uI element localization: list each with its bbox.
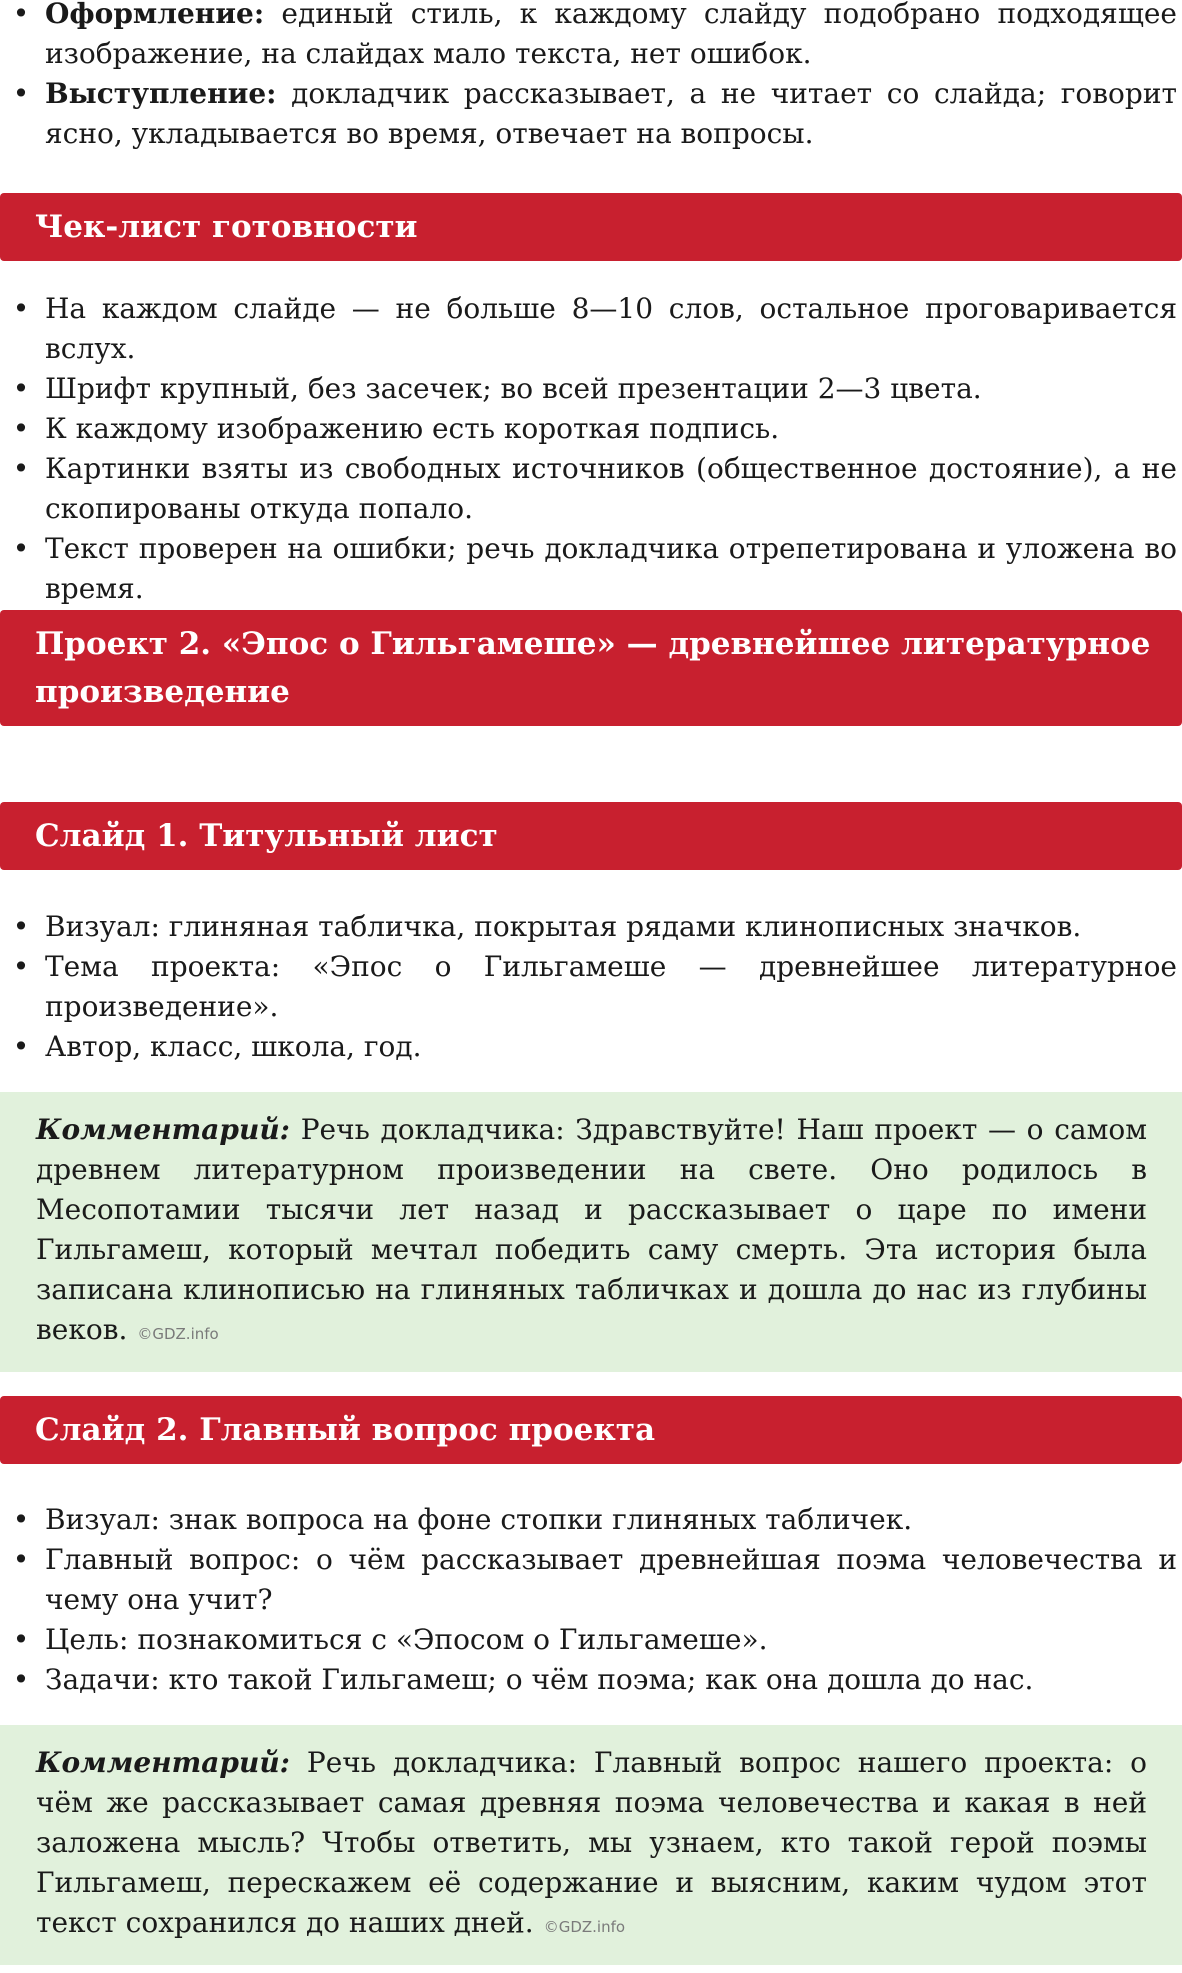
slide-1-list-block [0, 907, 1177, 1067]
slide-2-heading: Слайд 2. Главный вопрос проекта [0, 1396, 1182, 1464]
list-item [12, 289, 1177, 369]
bullet-icon: • [12, 412, 30, 445]
slide-2-list-block [0, 1500, 1177, 1700]
list-item-text: К каждому изображению есть короткая подпись. [45, 412, 780, 445]
watermark-logo: ©GDZ.info [137, 1325, 219, 1343]
list-item [12, 74, 1177, 154]
bullet-icon: • [12, 452, 30, 485]
section-heading-checklist: Чек-лист готовности [0, 193, 1182, 261]
checklist-block [0, 289, 1177, 609]
list-item-text: Задачи: кто такой Гильгамеш; о чём поэма; как она дошла до нас. [45, 1663, 1034, 1696]
slide-2-comment [0, 1725, 1182, 1965]
list-item [12, 1540, 1177, 1620]
bullet-icon: • [12, 1543, 30, 1576]
list-item [12, 0, 1177, 74]
bullet-icon: • [12, 77, 30, 110]
list-item [12, 1660, 1177, 1700]
list-item-text: Текст проверен на ошибки; речь докладчика отрепетирована и уложена во время. [45, 532, 1177, 605]
list-item-term: Выступление: [45, 77, 277, 110]
bullet-icon: • [12, 1030, 30, 1063]
comment-label: Комментарий: [36, 1746, 291, 1779]
list-item [12, 449, 1177, 529]
list-item-text: Тема проекта: «Эпос о Гильгамеше — древнейшее литературное произведение». [45, 950, 1177, 1023]
list-item-text: Главный вопрос: о чём рассказывает древнейшая поэма человечества и чему она учит? [45, 1543, 1177, 1616]
intro-list-block [0, 0, 1177, 154]
list-item [12, 529, 1177, 609]
list-item-text: Визуал: знак вопроса на фоне стопки глиняных табличек. [45, 1503, 913, 1536]
list-item-text: Картинки взяты из свободных источников (общественное достояние), а не скопированы откуда попало. [45, 452, 1177, 525]
intro-list [0, 0, 1177, 154]
list-item-text: Цель: познакомиться с «Эпосом о Гильгамеше». [45, 1623, 768, 1656]
list-item-text: На каждом слайде — не больше 8—10 слов, остальное проговаривается вслух. [45, 292, 1177, 365]
list-item-term: Оформление: [45, 0, 265, 30]
list-item-text: единый стиль, к каждому слайду подобрано подходящее изображение, на слайдах мало текста, нет ошибок. [45, 0, 1177, 70]
list-item [12, 369, 1177, 409]
list-item [12, 409, 1177, 449]
bullet-icon: • [12, 292, 30, 325]
slide-1-comment [0, 1092, 1182, 1372]
comment-text: Речь докладчика: Здравствуйте! Наш проект — о самом древнем литературном произведении на свете. Оно родилось в Месопотамии тысячи лет назад и рассказывает о царе по имени Гильгамеш, который мечтал победить саму смерть. Эта история была записана клинописью на глиняных табличках и дошла до нас из глубины веков. [36, 1113, 1147, 1346]
slide-2-list [0, 1500, 1177, 1700]
watermark-logo: ©GDZ.info [543, 1918, 626, 1936]
bullet-icon: • [12, 0, 30, 30]
list-item-text: Автор, класс, школа, год. [45, 1030, 422, 1063]
list-item-text: Шрифт крупный, без засечек; во всей презентации 2—3 цвета. [45, 372, 982, 405]
list-item [12, 947, 1177, 1027]
bullet-icon: • [12, 1663, 30, 1696]
list-item [12, 1027, 1177, 1067]
slide-1-list [0, 907, 1177, 1067]
list-item [12, 907, 1177, 947]
bullet-icon: • [12, 950, 30, 983]
list-item-text: докладчик рассказывает, а не читает со слайда; говорит ясно, укладывается во время, отвечает на вопросы. [45, 77, 1177, 150]
checklist-list [0, 289, 1177, 609]
bullet-icon: • [12, 1503, 30, 1536]
bullet-icon: • [12, 372, 30, 405]
bullet-icon: • [12, 532, 30, 565]
bullet-icon: • [12, 910, 30, 943]
project-heading: Проект 2. «Эпос о Гильгамеше» — древнейшее литературное произведение [0, 610, 1182, 726]
list-item-text: Визуал: глиняная табличка, покрытая рядами клинописных значков. [45, 910, 1082, 943]
bullet-icon: • [12, 1623, 30, 1656]
list-item [12, 1620, 1177, 1660]
slide-1-heading: Слайд 1. Титульный лист [0, 802, 1182, 870]
comment-text: Речь докладчика: Главный вопрос нашего проекта: о чём же рассказывает самая древняя поэма человечества и какая в ней заложена мысль? Чтобы ответить, мы узнаем, кто такой герой поэмы Гильгамеш, перескажем её содержание и выясним, каким чудом этот текст сохранился до наших дней. [36, 1746, 1147, 1939]
list-item [12, 1500, 1177, 1540]
comment-label: Комментарий: [36, 1113, 291, 1146]
